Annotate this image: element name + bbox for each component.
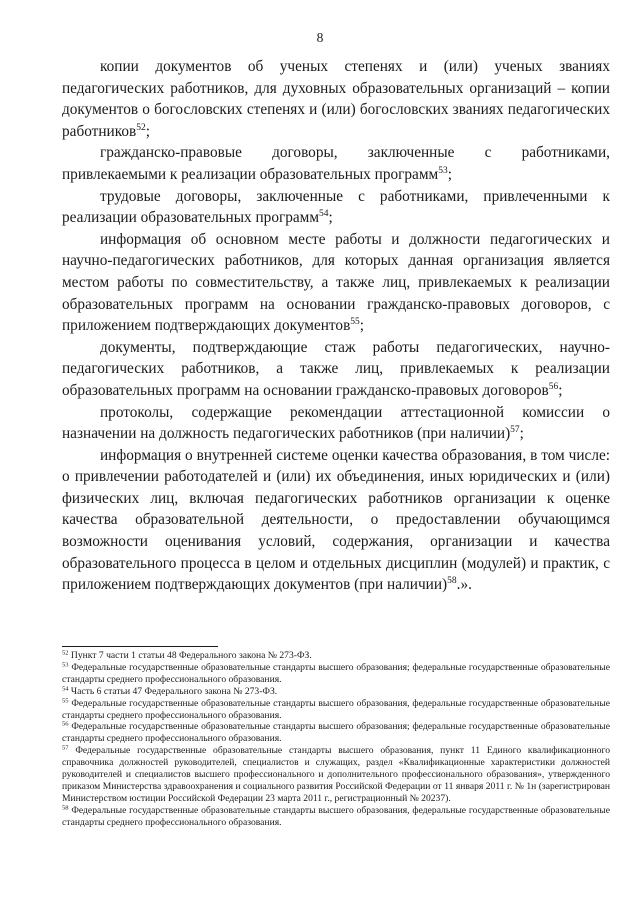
- paragraph-text: трудовые договоры, заключенные с работниками, привлеченными к реализации образовательных программ: [62, 187, 610, 227]
- paragraph-labor-contracts: [62, 186, 610, 229]
- footnote-54: [62, 686, 610, 698]
- paragraph-text: гражданско-правовые договоры, заключенные с работниками, привлекаемыми к реализации образовательных программ: [62, 144, 610, 183]
- footnote-58: [62, 805, 610, 829]
- footnote-ref: 53: [438, 165, 448, 176]
- paragraph-text: информация о внутренней системе оценки качества образования, в том числе: о привлечении работодателей и (или) их объединения, иных юридических и (или) физических лиц, включая педагогических работников организации к оценке качества образовательной деятельности, о предоставлении обучающимся возможности оценивания условий, содержания, организации и качества образовательного процесса в целом и отдельных дисциплин (модулей) и практик, с приложением подтверждающих документов (при наличии): [62, 446, 610, 594]
- paragraph-tail: ;: [359, 317, 365, 335]
- footnote-57: [62, 745, 610, 805]
- footnote-text: Федеральные государственные образовательные стандарты высшего образования, пункт 11 Единого квалификационного справочника должностей руководителей, специалистов и служащих, раздел «Квалификационные характеристики должностей руководителей и специалистов высшего профессионального и дополнительного профессионального образования», утвержденного приказом Министерства здравоохранения и социального развития Российской Федерации от 11 января 2011 г. № 1н (зарегистрирован Министерством юстиции Российской Федерации 23 марта 2011 г., регистрационный № 20237).: [62, 745, 610, 804]
- footnote-ref: 54: [319, 209, 329, 220]
- paragraph-text: информация об основном месте работы и должности педагогических и научно-педагогических работников, для которых данная организация является местом работы по совместительству, а также лиц, привлекаемых к реализации образовательных программ на основании гражданско-правовых договоров, с приложением подтверждающих документов: [62, 230, 610, 335]
- paragraph-tail: ;: [328, 209, 333, 227]
- footnote-ref: 56: [548, 381, 559, 392]
- footnote-number: 55: [62, 697, 69, 705]
- paragraph-quality-assessment: [62, 445, 610, 596]
- paragraph-work-experience: [62, 337, 610, 402]
- footnotes: [62, 650, 610, 829]
- paragraph-tail: ;: [558, 381, 563, 399]
- footnote-number: 53: [62, 661, 69, 669]
- footnote-56: [62, 721, 610, 745]
- paragraph-text: документы, подтверждающие стаж работы педагогических, научно-педагогических работников, а также лиц, привлекаемых к реализации образовательных программ на основании гражданско-правовых договоров: [62, 338, 610, 399]
- paragraph-tail: ;: [145, 122, 151, 140]
- footnote-52: [62, 650, 610, 662]
- footnote-ref: 57: [510, 425, 520, 436]
- footnote-separator: [62, 646, 218, 647]
- paragraph-protocols: [62, 402, 610, 445]
- footnote-text: Федеральные государственные образовательные стандарты высшего образования, федеральные государственные образовательные стандарты среднего профессионального образования.: [62, 804, 610, 828]
- footnote-55: [62, 698, 610, 722]
- footnote-ref: 58: [447, 576, 457, 587]
- paragraph-tail: ;: [519, 425, 524, 443]
- footnote-number: 56: [62, 720, 69, 728]
- paragraph-main-workplace: [62, 229, 610, 337]
- paragraph-tail: ;: [447, 165, 452, 183]
- footnote-number: 58: [62, 804, 69, 812]
- paragraph-text: копии документов об ученых степенях и (или) ученых званиях педагогических работников, для духовных образовательных организаций – копии документов о богословских степенях и (или) богословских званиях педагогических работников: [62, 58, 610, 140]
- footnote-text: Часть 6 статьи 47 Федерального закона № 273-ФЗ.: [70, 685, 278, 697]
- paragraph-text: протоколы, содержащие рекомендации аттестационной комиссии о назначении на должность педагогических работников (при наличии): [62, 403, 610, 443]
- paragraph-diplomas: [62, 56, 610, 142]
- footnote-number: 52: [62, 649, 69, 657]
- footnote-number: 57: [62, 744, 69, 752]
- footnote-text: Федеральные государственные образовательные стандарты высшего образования, федеральные государственные образовательные стандарты среднего профессионального образования.: [62, 697, 610, 721]
- footnote-text: Пункт 7 части 1 статьи 48 Федерального закона № 273-ФЗ.: [70, 650, 312, 661]
- footnote-text: Федеральные государственные образовательные стандарты высшего образования; федеральные государственные образовательные стандарты среднего профессионального образования.: [62, 661, 610, 685]
- footnote-number: 54: [62, 685, 69, 693]
- footnote-ref: 55: [350, 317, 360, 328]
- page-number: 8: [316, 30, 324, 45]
- footnote-text: Федеральные государственные образовательные стандарты высшего образования; федеральные государственные образовательные стандарты среднего профессионального образования.: [62, 721, 610, 745]
- paragraph-tail: .».: [456, 576, 472, 594]
- footnote-ref: 52: [136, 122, 146, 133]
- footnote-53: [62, 662, 610, 686]
- body-text: [62, 56, 610, 596]
- paragraph-civil-contracts: [62, 142, 610, 185]
